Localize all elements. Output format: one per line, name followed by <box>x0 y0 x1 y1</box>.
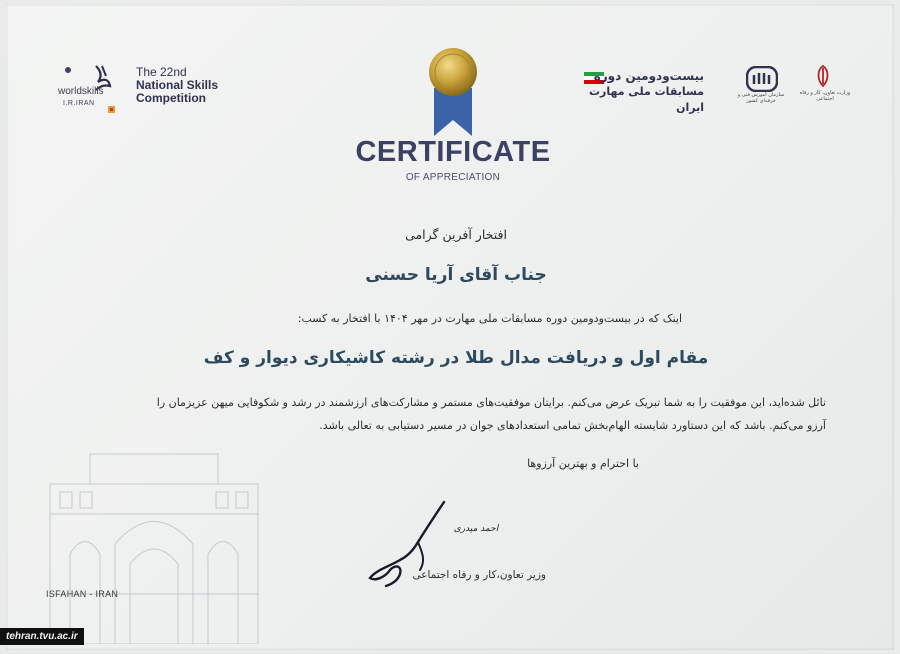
competition-name-1: National Skills <box>136 78 219 92</box>
fa-competition-title <box>572 68 704 116</box>
signer-name: احمد میدری <box>453 524 499 534</box>
intro-text: اینک که در بیست‌ودومین دوره مسابقات ملی مهارت در مهر ۱۴۰۴ با افتخار به کسب: <box>297 312 682 325</box>
location-label: ISFAHAN - IRAN <box>46 589 119 599</box>
fa-competition-edition: بیست‌ودومین دوره <box>593 69 704 83</box>
recipient-name: جناب آقای آریا حسنی <box>365 265 547 285</box>
body-line-2: آرزو می‌کنم. باشد که این دستاورد شایسته الهام‌بخش تمامی استعدادهای جوان در مسیر دستیابی به تعالی باشد. <box>319 419 826 432</box>
achievement: مقام اول و دریافت مدال طلا در رشته کاشیکاری دیوار و کف <box>203 348 709 368</box>
signer-title: وزیر تعاون،کار و رفاه اجتماعی <box>412 569 546 581</box>
gold-medal-icon <box>418 46 488 138</box>
certificate-subtitle: OF APPRECIATION <box>405 172 501 183</box>
certificate-title: CERTIFICATE <box>355 136 551 168</box>
worldskills-wordmark: worldskills <box>58 86 104 97</box>
certificate-paper <box>6 4 894 650</box>
body-paragraph <box>126 391 826 437</box>
source-watermark: tehran.tvu.ac.ir <box>0 628 84 645</box>
fa-competition-name: مسابقات ملی مهارت ایران <box>588 85 704 114</box>
organization-caption: سازمان آموزش فنی و حرفه‌ای کشور <box>737 92 785 104</box>
competition-title <box>136 66 256 105</box>
greeting: افتخار آفرین گرامی <box>405 227 507 242</box>
closing-text: با احترام و بهترین آرزوها <box>527 457 639 470</box>
iran-emblem-icon <box>811 64 835 88</box>
ministry-caption: وزارت تعاون، کار و رفاه اجتماعی <box>799 90 851 102</box>
building-watermark <box>40 444 268 644</box>
organization-logo <box>746 66 778 92</box>
body-line-1: نائل شده‌اید، این موفقیت را به شما تبریک عرض می‌کنم. برایتان موفقیت‌های مستمر و مشارکت‌های ارزشمند در رشد و شکوفایی میهن عزیزمان را <box>156 396 826 409</box>
worldskills-country: I.R.IRAN <box>63 100 95 107</box>
competition-edition: The 22nd <box>136 65 187 79</box>
competition-name-2: Competition <box>136 91 206 105</box>
